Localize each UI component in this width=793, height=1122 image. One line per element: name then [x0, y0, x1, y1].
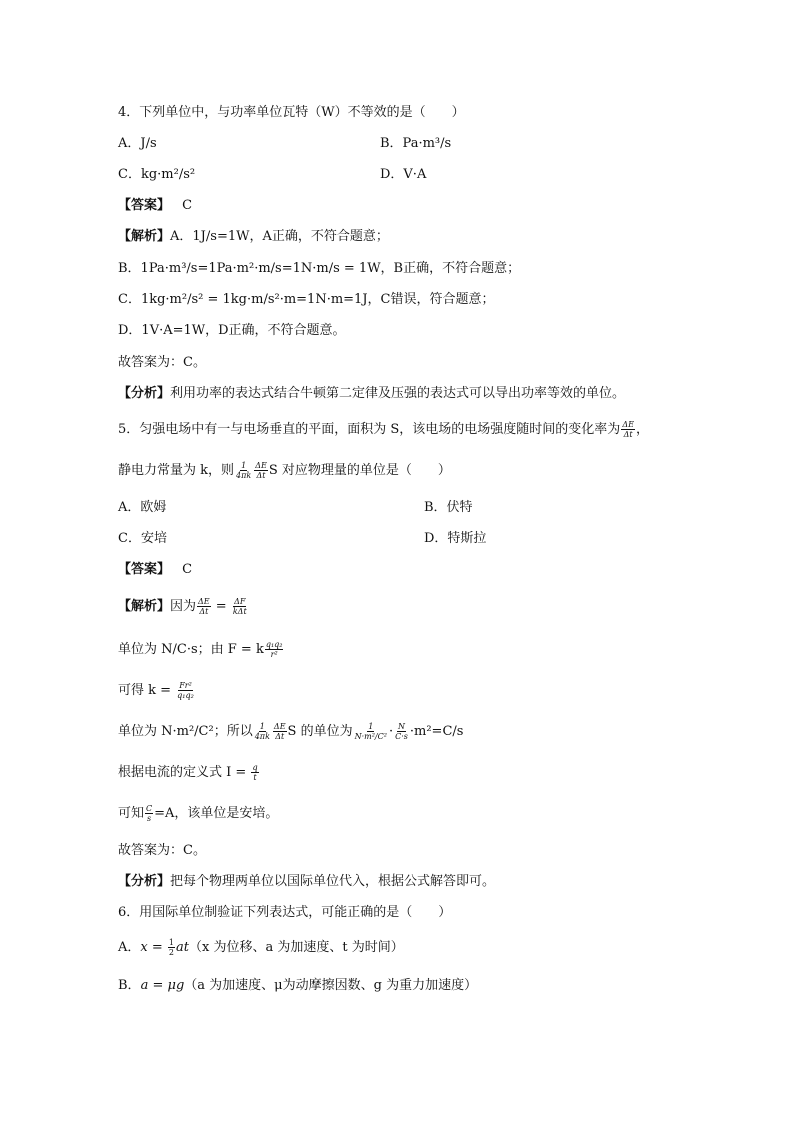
fraction-1-2: $\frac{1}{2}$: [168, 938, 174, 957]
q5-final-answer: 故答案为：C。: [118, 843, 206, 858]
analysis-text: S 的单位为: [287, 724, 353, 739]
answer-tag: 【答案】: [118, 198, 171, 213]
fraction-q-t: $\frac{q}{t}$: [252, 763, 258, 782]
analysis-text: 根据电流的定义式 I =: [118, 765, 251, 780]
fraction-N-Cs: $\frac{N}{C\cdot s}$: [395, 722, 408, 741]
q5-stem-line-2: [118, 461, 451, 480]
analysis-text: 单位为 N·m²/C²；所以: [118, 724, 253, 739]
q5-analysis-2: [118, 640, 284, 659]
q5-analysis-5: [118, 763, 260, 782]
analysis-text: ·m²=C/s: [409, 724, 464, 739]
q4-analysis-3: C．1kg·m²/s² = 1kg·m/s²·m=1N·m=1J，C错误，符合题意；: [118, 292, 495, 307]
fraction-1-Nm2C2: $\frac{1}{\text{N·m²/C²}}$: [354, 722, 387, 741]
q4-analysis-1: [118, 228, 389, 246]
q5-stem-end: ，: [635, 422, 649, 437]
q4-fenxi: [118, 385, 625, 403]
q4-option-d: D．V·A: [380, 167, 427, 182]
analysis-text: 可知: [118, 806, 145, 821]
fraction-C-s: $\frac{C}{s}$: [146, 804, 153, 823]
q5-option-c: C．安培: [118, 531, 167, 546]
fraction-Fr2-q1q2: $\frac{\text{Fr²}}{\text{q₁q₂}}$: [177, 681, 194, 700]
q5-answer-line: [118, 561, 192, 579]
q6-option-a-note: （x 为位移、a 为加速度、t 为时间）: [188, 940, 404, 955]
q6-option-a: A．x = $\frac{1}{2}$ at（x 为位移、a 为加速度、t 为时间）: [118, 938, 404, 957]
q5-option-a: A．欧姆: [118, 500, 167, 515]
q4-option-a: A．J/s: [118, 136, 157, 151]
q4-answer-line: [118, 197, 192, 215]
q5-analysis-3: [118, 681, 196, 700]
fraction-dE-dt: $\frac{\Delta E}{\Delta t}$: [273, 722, 286, 741]
q5-option-b: B．伏特: [424, 500, 473, 515]
answer-value: C: [182, 198, 193, 213]
q4-analysis-2: B．1Pa·m³/s=1Pa·m²·m/s=1N·m/s = 1W，B正确，不符合题意；: [118, 261, 521, 276]
q4-option-c: C．kg·m²/s²: [118, 167, 196, 182]
fenxi-tag: 【分析】: [118, 386, 171, 401]
q5-stem-line-1: [118, 420, 649, 439]
fraction-dF-kdt: $\frac{\Delta F}{\text{kΔt}}$: [232, 597, 247, 616]
fenxi-text: 把每个物理两单位以国际单位代入，根据公式解答即可。: [170, 874, 496, 889]
q5-analysis-4: 单位为 N·m²/C²；所以 $\frac{1}{4\pi k}$ $\frac{\Delta E}{\Delta t}$ S 的单位为 $\frac{1}{\text{N·m²/C²}}$ · $\frac{N}{C\cdot s}$ ·m²=C/s: [118, 722, 464, 741]
fenxi-text: 利用功率的表达式结合牛顿第二定律及压强的表达式可以导出功率等效的单位。: [170, 386, 626, 401]
answer-tag: 【答案】: [118, 562, 171, 577]
fraction-dE-dt: $\frac{\Delta E}{\Delta t}$: [255, 461, 267, 480]
analysis-text: =A，该单位是安培。: [154, 806, 279, 821]
fraction-1-4pik: $\frac{1}{4\pi k}$: [236, 461, 252, 480]
fraction-dE-dt: $\frac{\Delta E}{\Delta t}$: [198, 597, 210, 616]
fraction-1-4pik: $\frac{1}{4\pi k}$: [254, 722, 270, 741]
analysis-text: 因为: [170, 599, 197, 614]
q4-stem: 4．下列单位中，与功率单位瓦特（W）不等效的是（ ）: [118, 105, 465, 120]
q5-fenxi: [118, 873, 495, 891]
q5-analysis-1: 【解析】因为 $\frac{\Delta E}{\Delta t}$ = $\frac{\Delta F}{\text{kΔt}}$: [118, 597, 247, 616]
q5-stem-text-2b: S 对应物理量的单位是（ ）: [268, 463, 451, 478]
q6-option-b: B．a = μg（a 为加速度、μ为动摩擦因数、g 为重力加速度）: [118, 978, 478, 993]
fraction-dE-dt: $\frac{\Delta E}{\Delta t}$: [622, 420, 634, 439]
analysis-tag: 【解析】: [118, 229, 171, 244]
q5-stem-text-2a: 静电力常量为 k，则: [118, 463, 235, 478]
q5-stem-text-1: 5．匀强电场中有一与电场垂直的平面，面积为 S，该电场的电场强度随时间的变化率为: [118, 422, 621, 437]
analysis-text: 可得 k =: [118, 683, 176, 698]
q6-option-b-note: （a 为加速度、μ为动摩擦因数、g 为重力加速度）: [184, 978, 478, 993]
q5-analysis-6: [118, 804, 278, 823]
q4-final-answer: 故答案为：C。: [118, 355, 206, 370]
analysis-text: A．1J/s=1W，A正确，不符合题意；: [170, 229, 389, 244]
q6-stem: 6．用国际单位制验证下列表达式，可能正确的是（ ）: [118, 905, 452, 920]
q4-analysis-4: D．1V·A=1W，D正确，不符合题意。: [118, 323, 346, 338]
q5-option-d: D．特斯拉: [424, 531, 487, 546]
fraction-q1q2-r2: $\frac{\text{q₁q₂}}{\text{r²}}$: [265, 640, 283, 659]
q4-option-b: B．Pa·m³/s: [380, 136, 452, 151]
analysis-tag: 【解析】: [118, 599, 171, 614]
answer-value: C: [182, 562, 193, 577]
fenxi-tag: 【分析】: [118, 874, 171, 889]
analysis-text: 单位为 N/C·s；由 F = k: [118, 642, 264, 657]
